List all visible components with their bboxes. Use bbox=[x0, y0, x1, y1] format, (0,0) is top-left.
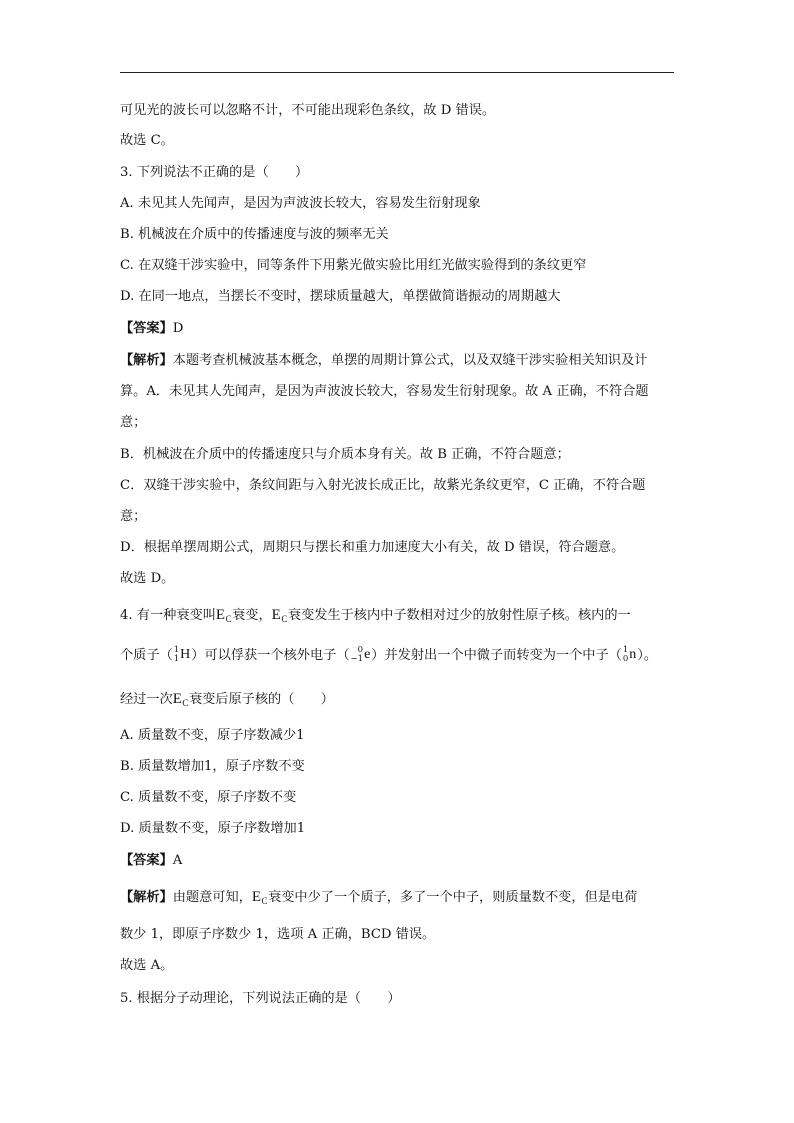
analysis-label: 【解析】 bbox=[120, 890, 173, 905]
question-4-line-1: 4. 有一种衰变叫$E_C$衰变，$E_C$衰变发生于核内中子数相对过少的放射性原子核。核内的一 bbox=[120, 607, 631, 624]
analysis-line: D．根据单摆周期公式，周期只与摆长和重力加速度大小有关，故 D 错误，符合题意。 bbox=[120, 540, 625, 555]
option-c: C. 在双缝干涉实验中，同等条件下用紫光做实验比用红光做实验得到的条纹更窄 bbox=[120, 258, 587, 273]
answer-value: D bbox=[172, 321, 184, 336]
ec-symbol: $E_C$ bbox=[215, 607, 233, 624]
answer-line bbox=[120, 320, 680, 338]
ec-symbol: $E_C$ bbox=[271, 607, 288, 624]
electron-nuclide: 0 −1 e bbox=[350, 645, 371, 664]
conclusion-line: 故选 A。 bbox=[120, 958, 174, 973]
question-4-line-2: 个质子（ 1 1 H）可以俘获一个核外电子（ 0 −1 e）并发射出一个中微子而转变为一个中子（ 1 0 n）。 bbox=[120, 645, 658, 664]
option-c: C. 质量数不变，原子序数不变 bbox=[120, 790, 297, 805]
question-5: 5. 根据分子动理论，下列说法正确的是（ ） bbox=[120, 991, 401, 1006]
text-line: 故选 C。 bbox=[120, 133, 174, 148]
ec-symbol: $E_C$ bbox=[251, 889, 269, 906]
option-b: B. 机械波在介质中的传播速度与波的频率无关 bbox=[120, 227, 389, 242]
option-a: A. 质量数不变，原子序数减少1 bbox=[120, 728, 305, 743]
analysis-line: 算。A．未见其人先闻声，是因为声波波长较大，容易发生衍射现象。故 A 正确，不符合题 bbox=[120, 384, 649, 399]
analysis-line: C．双缝干涉实验中，条纹间距与入射光波长成正比，故紫光条纹更窄，C 正确，不符合题 bbox=[120, 478, 646, 493]
text-line: 可见光的波长可以忽略不计，不可能出现彩色条纹，故 D 错误。 bbox=[120, 103, 496, 118]
option-b: B. 质量数增加1，原子序数不变 bbox=[120, 759, 305, 774]
answer-label: 【答案】 bbox=[120, 853, 173, 868]
neutron-nuclide: 1 0 n bbox=[622, 645, 637, 664]
analysis-line: 意； bbox=[120, 415, 147, 430]
analysis-line: B．机械波在介质中的传播速度只与介质本身有关。故 B 正确，不符合题意； bbox=[120, 447, 570, 462]
option-d: D. 在同一地点，当摆长不变时，摆球质量越大，单摆做简谐振动的周期越大 bbox=[120, 289, 561, 304]
answer-value: A bbox=[172, 853, 183, 868]
analysis-line: 【解析】本题考查机械波基本概念，单摆的周期计算公式，以及双缝干涉实验相关知识及计 bbox=[120, 353, 648, 368]
analysis-line: 数少 1，即原子序数少 1，选项 A 正确，BCD 错误。 bbox=[120, 927, 436, 942]
answer-line bbox=[120, 852, 680, 870]
question-3: 3. 下列说法不正确的是（ ） bbox=[120, 165, 309, 180]
analysis-line: 【解析】由题意可知，$E_C$衰变中少了一个质子，多了一个中子，则质量数不变，但是电荷 bbox=[120, 889, 638, 906]
proton-nuclide: 1 1 H bbox=[173, 645, 191, 664]
ec-symbol: $E_C$ bbox=[172, 691, 189, 708]
question-4-line-3: 经过一次$E_C$衰变后原子核的（ ） bbox=[120, 691, 334, 708]
analysis-line: 意； bbox=[120, 509, 147, 524]
option-d: D. 质量数不变，原子序数增加1 bbox=[120, 821, 306, 836]
conclusion-line: 故选 D。 bbox=[120, 571, 175, 586]
header-rule bbox=[120, 72, 674, 73]
option-a: A. 未见其人先闻声，是因为声波波长较大，容易发生衍射现象 bbox=[120, 196, 481, 211]
answer-label: 【答案】 bbox=[120, 321, 173, 336]
analysis-label: 【解析】 bbox=[120, 353, 173, 368]
